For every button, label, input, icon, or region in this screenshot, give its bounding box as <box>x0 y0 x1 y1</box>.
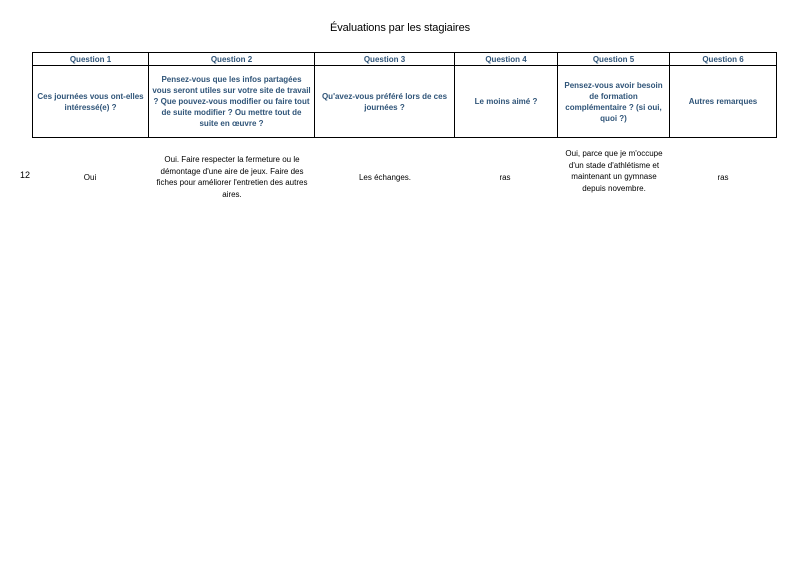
question-cell: Le moins aimé ? <box>455 66 558 138</box>
question-cell: Autres remarques <box>670 66 777 138</box>
table-header-row <box>33 53 777 66</box>
column-header: Question 1 <box>33 53 149 66</box>
answer-question-3: Les échanges. <box>358 173 412 182</box>
page-title: Évaluations par les stagiaires <box>329 22 471 34</box>
column-header: Question 2 <box>149 53 315 66</box>
question-cell: Ces journées vous ont-elles intéressé(e) ? <box>33 66 149 138</box>
question-cell: Pensez-vous avoir besoin de formation complémentaire ? (si oui, quoi ?) <box>558 66 670 138</box>
question-row <box>33 66 777 138</box>
question-cell: Qu'avez-vous préféré lors de ces journées ? <box>315 66 455 138</box>
answer-question-1: Oui <box>83 173 97 182</box>
column-header: Question 6 <box>670 53 777 66</box>
answer-question-5: Oui, parce que je m'occupe d'un stade d'athlétisme et maintenant un gymnase depuis novembre. <box>565 149 663 193</box>
survey-table <box>32 52 777 138</box>
column-header: Question 4 <box>455 53 558 66</box>
column-header: Question 5 <box>558 53 670 66</box>
answer-question-4: ras <box>499 173 511 182</box>
response-number: 12 <box>20 170 31 180</box>
question-cell: Pensez-vous que les infos partagées vous seront utiles sur votre site de travail ? Que pouvez-vous modifier ou faire tout de suite modifier ? Ou mettre tout de suite en œuvre ? <box>149 66 315 138</box>
answer-question-6: ras <box>717 173 729 182</box>
answer-question-2: Oui. Faire respecter la fermeture ou le démontage d'une aire de jeux. Faire des fiches pour améliorer l'entretien des autres aires. <box>156 155 308 199</box>
column-header: Question 3 <box>315 53 455 66</box>
